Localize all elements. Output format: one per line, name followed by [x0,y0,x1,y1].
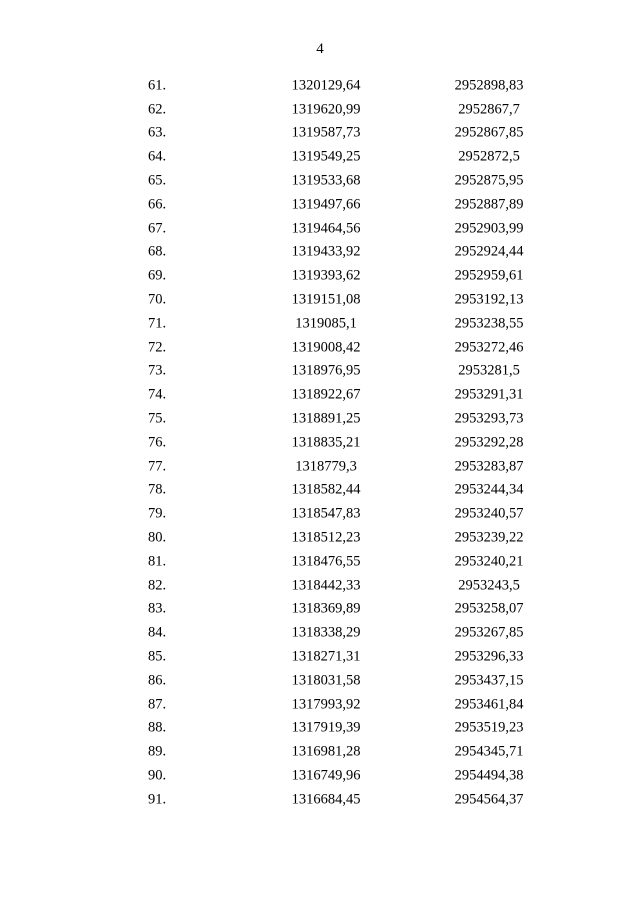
y-coordinate: 2953519,23 [454,719,524,736]
table-row [0,621,640,645]
table-row [0,455,640,479]
point-number: 64. [147,148,167,165]
table-row [0,717,640,741]
table-row [0,193,640,217]
table-row [0,312,640,336]
x-coordinate: 1318582,44 [291,481,361,498]
y-coordinate: 2953239,22 [454,529,524,546]
y-coordinate: 2952887,89 [454,196,524,213]
point-number: 62. [147,101,167,118]
page-number: 4 [316,41,324,57]
table-row [0,669,640,693]
y-coordinate: 2953437,15 [454,672,524,689]
point-number: 67. [147,220,167,237]
y-coordinate: 2952898,83 [454,77,524,94]
x-coordinate: 1318779,3 [295,458,357,475]
x-coordinate: 1316749,96 [291,767,361,784]
table-row [0,526,640,550]
point-number: 74. [147,386,167,403]
table-row [0,550,640,574]
point-number: 75. [147,410,167,427]
table-row [0,764,640,788]
point-number: 91. [147,791,167,808]
table-row [0,693,640,717]
table-row [0,479,640,503]
y-coordinate: 2953243,5 [458,577,520,594]
x-coordinate: 1319549,25 [291,148,361,165]
point-number: 72. [147,339,167,356]
x-coordinate: 1318338,29 [291,624,361,641]
x-coordinate: 1319620,99 [291,101,361,118]
table-row [0,217,640,241]
y-coordinate: 2953272,46 [454,339,524,356]
point-number: 83. [147,600,167,617]
y-coordinate: 2953244,34 [454,481,524,498]
x-coordinate: 1319533,68 [291,172,361,189]
point-number: 88. [147,719,167,736]
x-coordinate: 1319587,73 [291,124,361,141]
point-number: 66. [147,196,167,213]
y-coordinate: 2952903,99 [454,220,524,237]
point-number: 87. [147,696,167,713]
x-coordinate: 1318976,95 [291,362,361,379]
x-coordinate: 1318476,55 [291,553,361,570]
x-coordinate: 1318031,58 [291,672,361,689]
y-coordinate: 2954564,37 [454,791,524,808]
table-row [0,145,640,169]
x-coordinate: 1318271,31 [291,648,361,665]
y-coordinate: 2953267,85 [454,624,524,641]
table-row [0,336,640,360]
table-row [0,169,640,193]
y-coordinate: 2953296,33 [454,648,524,665]
point-number: 80. [147,529,167,546]
coordinates-table-body [0,74,640,812]
table-row [0,645,640,669]
table-row [0,407,640,431]
point-number: 69. [147,267,167,284]
x-coordinate: 1319433,92 [291,243,361,260]
x-coordinate: 1318547,83 [291,505,361,522]
x-coordinate: 1317993,92 [291,696,361,713]
table-row [0,740,640,764]
x-coordinate: 1318835,21 [291,434,361,451]
point-number: 89. [147,743,167,760]
y-coordinate: 2952872,5 [458,148,520,165]
y-coordinate: 2952875,95 [454,172,524,189]
y-coordinate: 2953240,57 [454,505,524,522]
point-number: 76. [147,434,167,451]
point-number: 78. [147,481,167,498]
x-coordinate: 1319085,1 [295,315,357,332]
point-number: 81. [147,553,167,570]
table-row [0,431,640,455]
table-row [0,241,640,265]
y-coordinate: 2952959,61 [454,267,524,284]
table-row [0,598,640,622]
table-row [0,574,640,598]
x-coordinate: 1318891,25 [291,410,361,427]
x-coordinate: 1319008,42 [291,339,361,356]
y-coordinate: 2952867,7 [458,101,520,118]
table-row [0,74,640,98]
table-row [0,264,640,288]
point-number: 85. [147,648,167,665]
y-coordinate: 2953240,21 [454,553,524,570]
y-coordinate: 2952867,85 [454,124,524,141]
y-coordinate: 2954494,38 [454,767,524,784]
x-coordinate: 1318442,33 [291,577,361,594]
point-number: 86. [147,672,167,689]
y-coordinate: 2953192,13 [454,291,524,308]
y-coordinate: 2953238,55 [454,315,524,332]
y-coordinate: 2953291,31 [454,386,524,403]
table-row [0,98,640,122]
point-number: 63. [147,124,167,141]
y-coordinate: 2954345,71 [454,743,524,760]
x-coordinate: 1318369,89 [291,600,361,617]
point-number: 70. [147,291,167,308]
point-number: 71. [147,315,167,332]
x-coordinate: 1319464,56 [291,220,361,237]
table-row [0,502,640,526]
table-row [0,788,640,812]
table-row [0,122,640,146]
point-number: 65. [147,172,167,189]
point-number: 79. [147,505,167,522]
y-coordinate: 2953258,07 [454,600,524,617]
coordinates-table [0,74,640,812]
point-number: 77. [147,458,167,475]
point-number: 61. [147,77,167,94]
table-row [0,288,640,312]
x-coordinate: 1318512,23 [291,529,361,546]
x-coordinate: 1316684,45 [291,791,361,808]
x-coordinate: 1319151,08 [291,291,361,308]
table-row [0,360,640,384]
point-number: 90. [147,767,167,784]
y-coordinate: 2953461,84 [454,696,524,713]
x-coordinate: 1320129,64 [291,77,361,94]
x-coordinate: 1319393,62 [291,267,361,284]
y-coordinate: 2953281,5 [458,362,520,379]
point-number: 84. [147,624,167,641]
y-coordinate: 2952924,44 [454,243,524,260]
y-coordinate: 2953283,87 [454,458,524,475]
y-coordinate: 2953293,73 [454,410,524,427]
x-coordinate: 1319497,66 [291,196,361,213]
y-coordinate: 2953292,28 [454,434,524,451]
x-coordinate: 1318922,67 [291,386,361,403]
x-coordinate: 1316981,28 [291,743,361,760]
point-number: 82. [147,577,167,594]
table-row [0,383,640,407]
point-number: 73. [147,362,167,379]
x-coordinate: 1317919,39 [291,719,361,736]
point-number: 68. [147,243,167,260]
